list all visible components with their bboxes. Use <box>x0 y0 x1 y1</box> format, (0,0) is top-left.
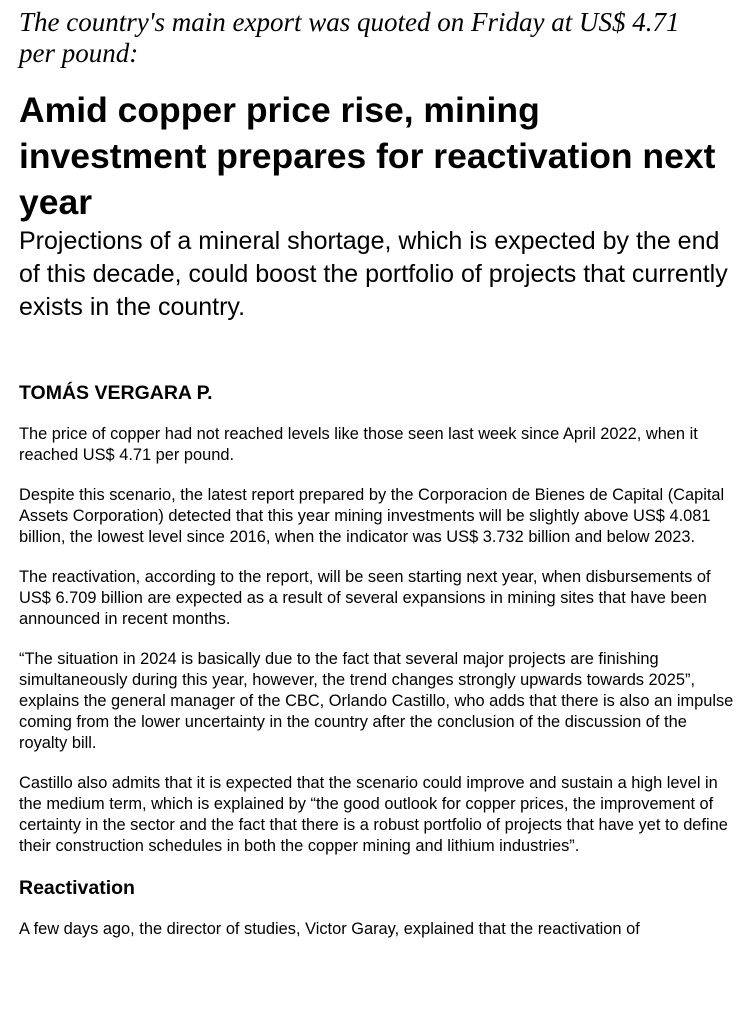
section-heading: Reactivation <box>19 877 135 899</box>
article-byline: TOMÁS VERGARA P. <box>19 382 213 404</box>
body-paragraph: The reactivation, according to the report, will be seen starting next year, when disbursements of US$ 6.709 billion are expected as a result of several expansions in mining sites that have been announced in recent months. <box>19 568 711 628</box>
body-paragraph: Despite this scenario, the latest report prepared by the Corporacion de Bienes de Capital (Capital Assets Corporation) detected that this year mining investments will be slightly above US$ 4.081 billion, the lowest level since 2016, when the indicator was US$ 3.732 billion and below 2023. <box>19 486 725 546</box>
body-paragraph: “The situation in 2024 is basically due to the fact that several major projects are finishing simultaneously during this year, however, the trend changes strongly upwards towards 2025”, explains the general manager of the CBC, Orlando Castillo, who adds that there is also an impulse coming from the lower uncertainty in the country after the conclusion of the discussion of the royalty bill. <box>19 650 734 752</box>
body-paragraph: The price of copper had not reached levels like those seen last week since April 2022, when it reached US$ 4.71 per pound. <box>19 425 698 464</box>
body-paragraph: A few days ago, the director of studies, Victor Garay, explained that the reactivation of <box>19 920 640 938</box>
article-subheadline: Projections of a mineral shortage, which is expected by the end of this decade, could boost the portfolio of projects that currently exists in the country. <box>19 227 728 321</box>
body-paragraph: Castillo also admits that it is expected that the scenario could improve and sustain a high level in the medium term, which is explained by “the good outlook for copper prices, the improvement of certainty in the sector and the fact that there is a robust portfolio of projects that have yet to define their construction schedules in both the copper mining and lithium industries”. <box>19 774 728 855</box>
article-headline: Amid copper price rise, mining investment prepares for reactivation next year <box>19 90 716 222</box>
article <box>19 0 747 940</box>
article-kicker: The country's main export was quoted on Friday at US$ 4.71 per pound: <box>19 7 680 68</box>
